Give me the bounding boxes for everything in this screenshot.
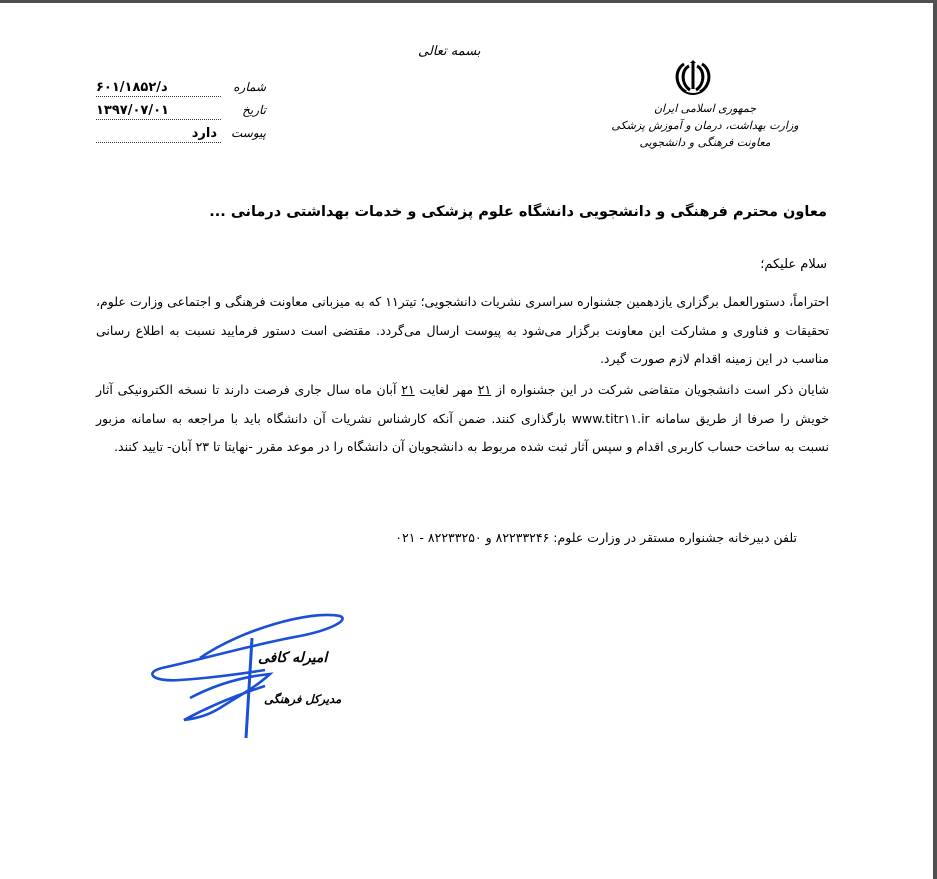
ministry-line: معاونت فرهنگی و دانشجویی	[639, 136, 771, 149]
number-value: د/۶۰۱/۱۸۵۲	[96, 80, 221, 97]
greeting: سلام علیکم؛	[760, 257, 827, 272]
number-row	[96, 80, 266, 103]
start-date: ۲۱	[477, 382, 492, 397]
ministry-line: جمهوری اسلامی ایران	[653, 102, 757, 115]
text: مهر لغایت	[414, 382, 478, 397]
signature-icon	[140, 590, 360, 755]
ministry-line: وزارت بهداشت، درمان و آموزش پزشکی	[611, 119, 799, 132]
date-row	[96, 103, 266, 126]
invocation: بسمه تعالی	[418, 44, 481, 59]
signer-name: امیرله کافی	[258, 650, 328, 666]
paragraph	[96, 376, 829, 462]
end-date: ۲۱	[401, 382, 415, 397]
date-value: ۱۳۹۷/۰۷/۰۱	[96, 103, 221, 120]
scrollbar[interactable]	[933, 0, 937, 879]
date-label: تاریخ	[242, 103, 266, 117]
text: آبان ماه سال جاری فرصت دارند تا نسخه الکترونیکی آثار خویش را صرفا از طریق سامانه	[96, 382, 829, 426]
attachment-label: پیوست	[231, 126, 266, 140]
ministry-heading	[610, 100, 800, 151]
attachment-row	[96, 126, 266, 149]
text: بارگذاری کنند. ضمن آنکه کارشناس نشریات آن دانشگاه باید با مراجعه به سامانه مزبور نسبت به ساخت حساب کاربری اقدام و سپس آثار ثبت شده مربوط به دانشجویان آن دانشگاه را در موعد مقرر -نهایتا تا ۲۳ آبان- تایید کنند.	[96, 410, 829, 454]
recipient: معاون محترم فرهنگی و دانشجویی دانشگاه علوم پزشکی و خدمات بهداشتی درمانی ...	[209, 204, 827, 220]
iran-emblem-icon	[673, 56, 713, 96]
number-label: شماره	[233, 80, 266, 94]
text: شایان ذکر است دانشجویان متقاضی شرکت در این جشنواره از	[491, 382, 829, 397]
paragraph: احتراماً، دستورالعمل برگزاری یازدهمین جشنواره سراسری نشریات دانشجویی؛ تیتر۱۱ که به میزبانی معاونت فرهنگی و اجتماعی وزارت علوم، تحقیقات و فناوری و مشارکت این معاونت برگزار می‌شود به پیوست ارسال می‌گردد. مقتضی است دستور فرمایید نسبت به اطلاع رسانی مناسب در این زمینه اقدام لازم صورت گیرد.	[96, 294, 829, 366]
phone-line: تلفن دبیرخانه جشنواره مستقر در وزارت علوم: ۸۲۲۳۳۲۴۶ و ۸۲۲۳۳۲۵۰ - ۰۲۱	[395, 530, 797, 545]
website-link[interactable]: www.titr۱۱.ir	[571, 410, 650, 426]
attachment-value: دارد	[96, 126, 221, 143]
signer-title: مدیرکل فرهنگی	[264, 692, 342, 706]
letter-meta	[96, 80, 266, 149]
